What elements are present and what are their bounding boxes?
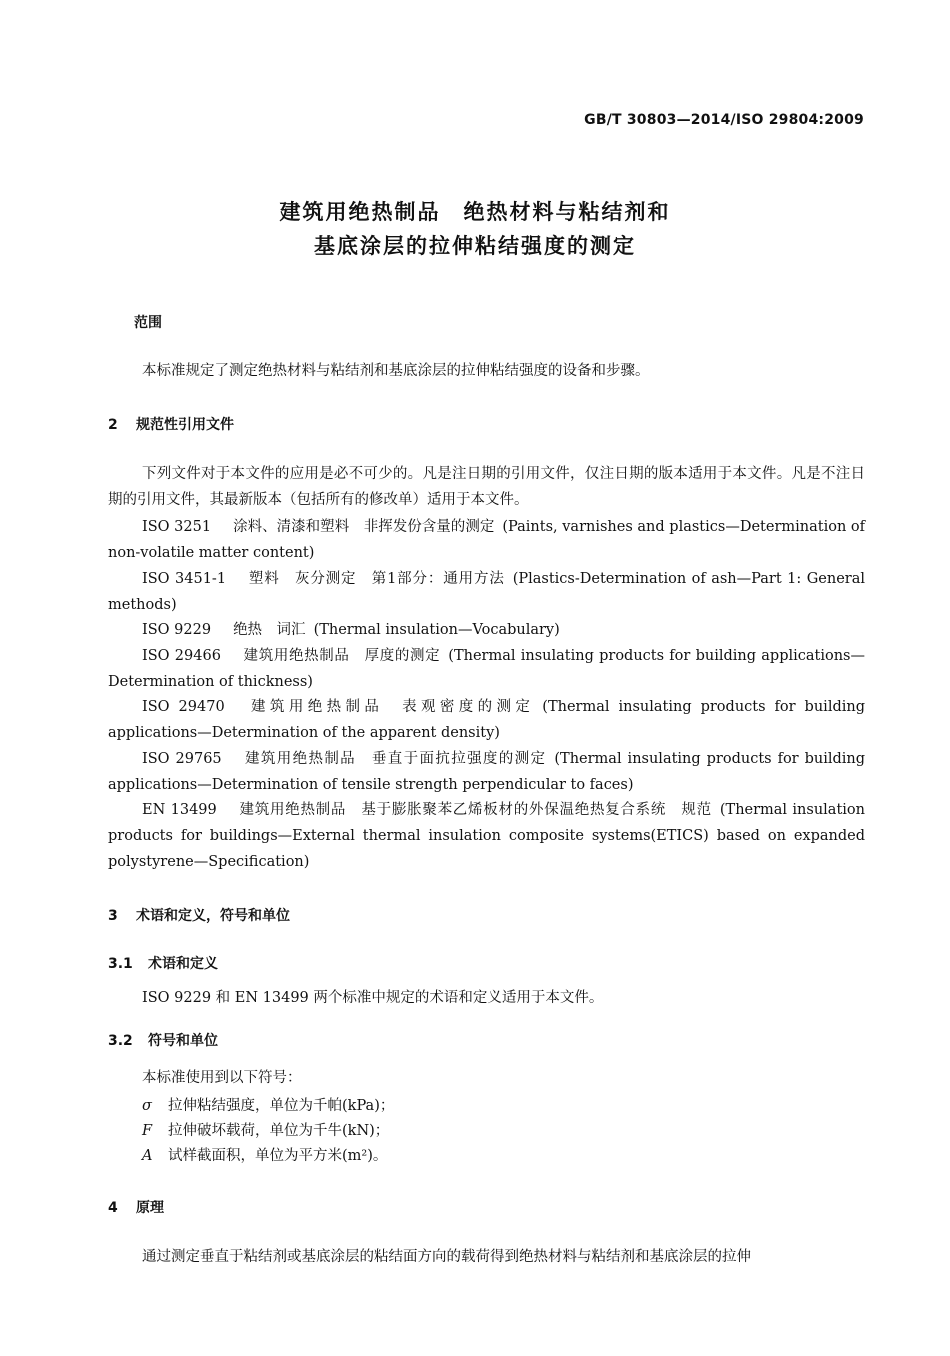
reference-title-cn: 建筑用绝热制品 厚度的测定 [242, 648, 441, 664]
section-3-1-title: 术语和定义 [148, 956, 218, 972]
symbol-item [142, 1119, 389, 1140]
reference-title-en: (Thermal insulating products for building applications—Determination of thickness) [108, 648, 865, 690]
reference-title-en: (Thermal insulation products for buildings—External thermal insulation composite systems(ETICS) based on expanded polystyrene—Specification) [108, 802, 865, 870]
section-2-heading [108, 414, 234, 434]
section-4-text: 通过测定垂直于粘结剂或基底涂层的粘结面方向的载荷得到绝热材料与粘结剂和基底涂层的拉伸 [142, 1249, 751, 1265]
section-4-number: 4 [108, 1200, 118, 1216]
reference-code: ISO 9229 [142, 622, 212, 638]
reference-title-en: (Paints, varnishes and plastics—Determination of non-volatile matter content) [108, 519, 866, 561]
section-3-number: 3 [108, 908, 118, 924]
reference-code: ISO 29765 [142, 751, 222, 767]
section-2-number: 2 [108, 417, 118, 433]
reference-title-cn: 塑料 灰分测定 第1部分：通用方法 [248, 571, 505, 587]
reference-title-en: (Thermal insulating products for building applications—Determination of the apparent density) [108, 699, 865, 741]
section-3-heading [108, 905, 290, 925]
symbol-description: 试样截面积，单位为平方米(m²)。 [168, 1148, 388, 1164]
standard-code: GB/T 30803—2014/ISO 29804:2009 [584, 112, 864, 128]
section-3-2-number: 3.2 [108, 1033, 133, 1049]
title-line-1: 建筑用绝热制品 绝热材料与粘结剂和 [279, 200, 671, 224]
reference-title-cn: 绝热 词汇 [233, 622, 306, 638]
reference-item [108, 566, 865, 618]
section-3-1-heading [108, 953, 218, 973]
section-1-text: 本标准规定了测定绝热材料与粘结剂和基底涂层的拉伸粘结强度的设备和步骤。 [142, 363, 650, 379]
title-line-2: 基底涂层的拉伸粘结强度的测定 [314, 234, 636, 258]
section-3-1-number: 3.1 [108, 956, 133, 972]
section-3-1-text: ISO 9229 和 EN 13499 两个标准中规定的术语和定义适用于本文件。 [142, 990, 604, 1006]
reference-title-en: (Plastics-Determination of ash—Part 1: General methods) [108, 571, 865, 613]
reference-item [108, 643, 865, 695]
reference-title-en: (Thermal insulating products for building applications—Determination of tensile strength perpendicular to faces) [108, 751, 866, 793]
reference-item [108, 694, 865, 746]
symbol: A [142, 1148, 153, 1164]
section-2-title: 规范性引用文件 [136, 417, 234, 433]
reference-item [108, 746, 865, 798]
reference-title-en: (Thermal insulation—Vocabulary) [313, 622, 560, 638]
section-3-2-heading [108, 1030, 218, 1050]
symbol-description: 拉伸粘结强度，单位为千帕(kPa)； [168, 1098, 395, 1114]
reference-item [108, 617, 865, 643]
reference-code: ISO 3451-1 [142, 571, 227, 587]
section-3-2-intro: 本标准使用到以下符号： [142, 1070, 302, 1086]
symbol: F [142, 1123, 153, 1139]
section-2-intro: 下列文件对于本文件的应用是必不可少的。凡是注日期的引用文件，仅注日期的版本适用于本文件。凡是不注日期的引用文件，其最新版本（包括所有的修改单）适用于本文件。 [108, 466, 865, 508]
reference-item [108, 514, 865, 566]
reference-code: ISO 29470 [142, 699, 225, 715]
reference-code: ISO 3251 [142, 519, 212, 535]
reference-code: ISO 29466 [142, 648, 221, 664]
section-4-heading [108, 1197, 164, 1217]
reference-code: EN 13499 [142, 802, 217, 818]
section-1-heading: 范围 [134, 315, 162, 331]
section-3-2-title: 符号和单位 [148, 1033, 218, 1049]
section-4-title: 原理 [136, 1200, 164, 1216]
reference-title-cn: 涂料、清漆和塑料 非挥发份含量的测定 [233, 519, 495, 535]
symbol-item [142, 1094, 394, 1115]
reference-item [108, 797, 865, 875]
section-3-title: 术语和定义，符号和单位 [136, 908, 290, 924]
reference-title-cn: 建筑用绝热制品 表观密度的测定 [246, 699, 535, 715]
symbol-description: 拉伸破坏载荷，单位为千牛(kN)； [168, 1123, 390, 1139]
reference-title-cn: 建筑用绝热制品 垂直于面抗拉强度的测定 [243, 751, 547, 767]
symbol-item [142, 1144, 387, 1165]
symbol: σ [142, 1098, 152, 1114]
reference-title-cn: 建筑用绝热制品 基于膨胀聚苯乙烯板材的外保温绝热复合系统 规范 [238, 802, 712, 818]
